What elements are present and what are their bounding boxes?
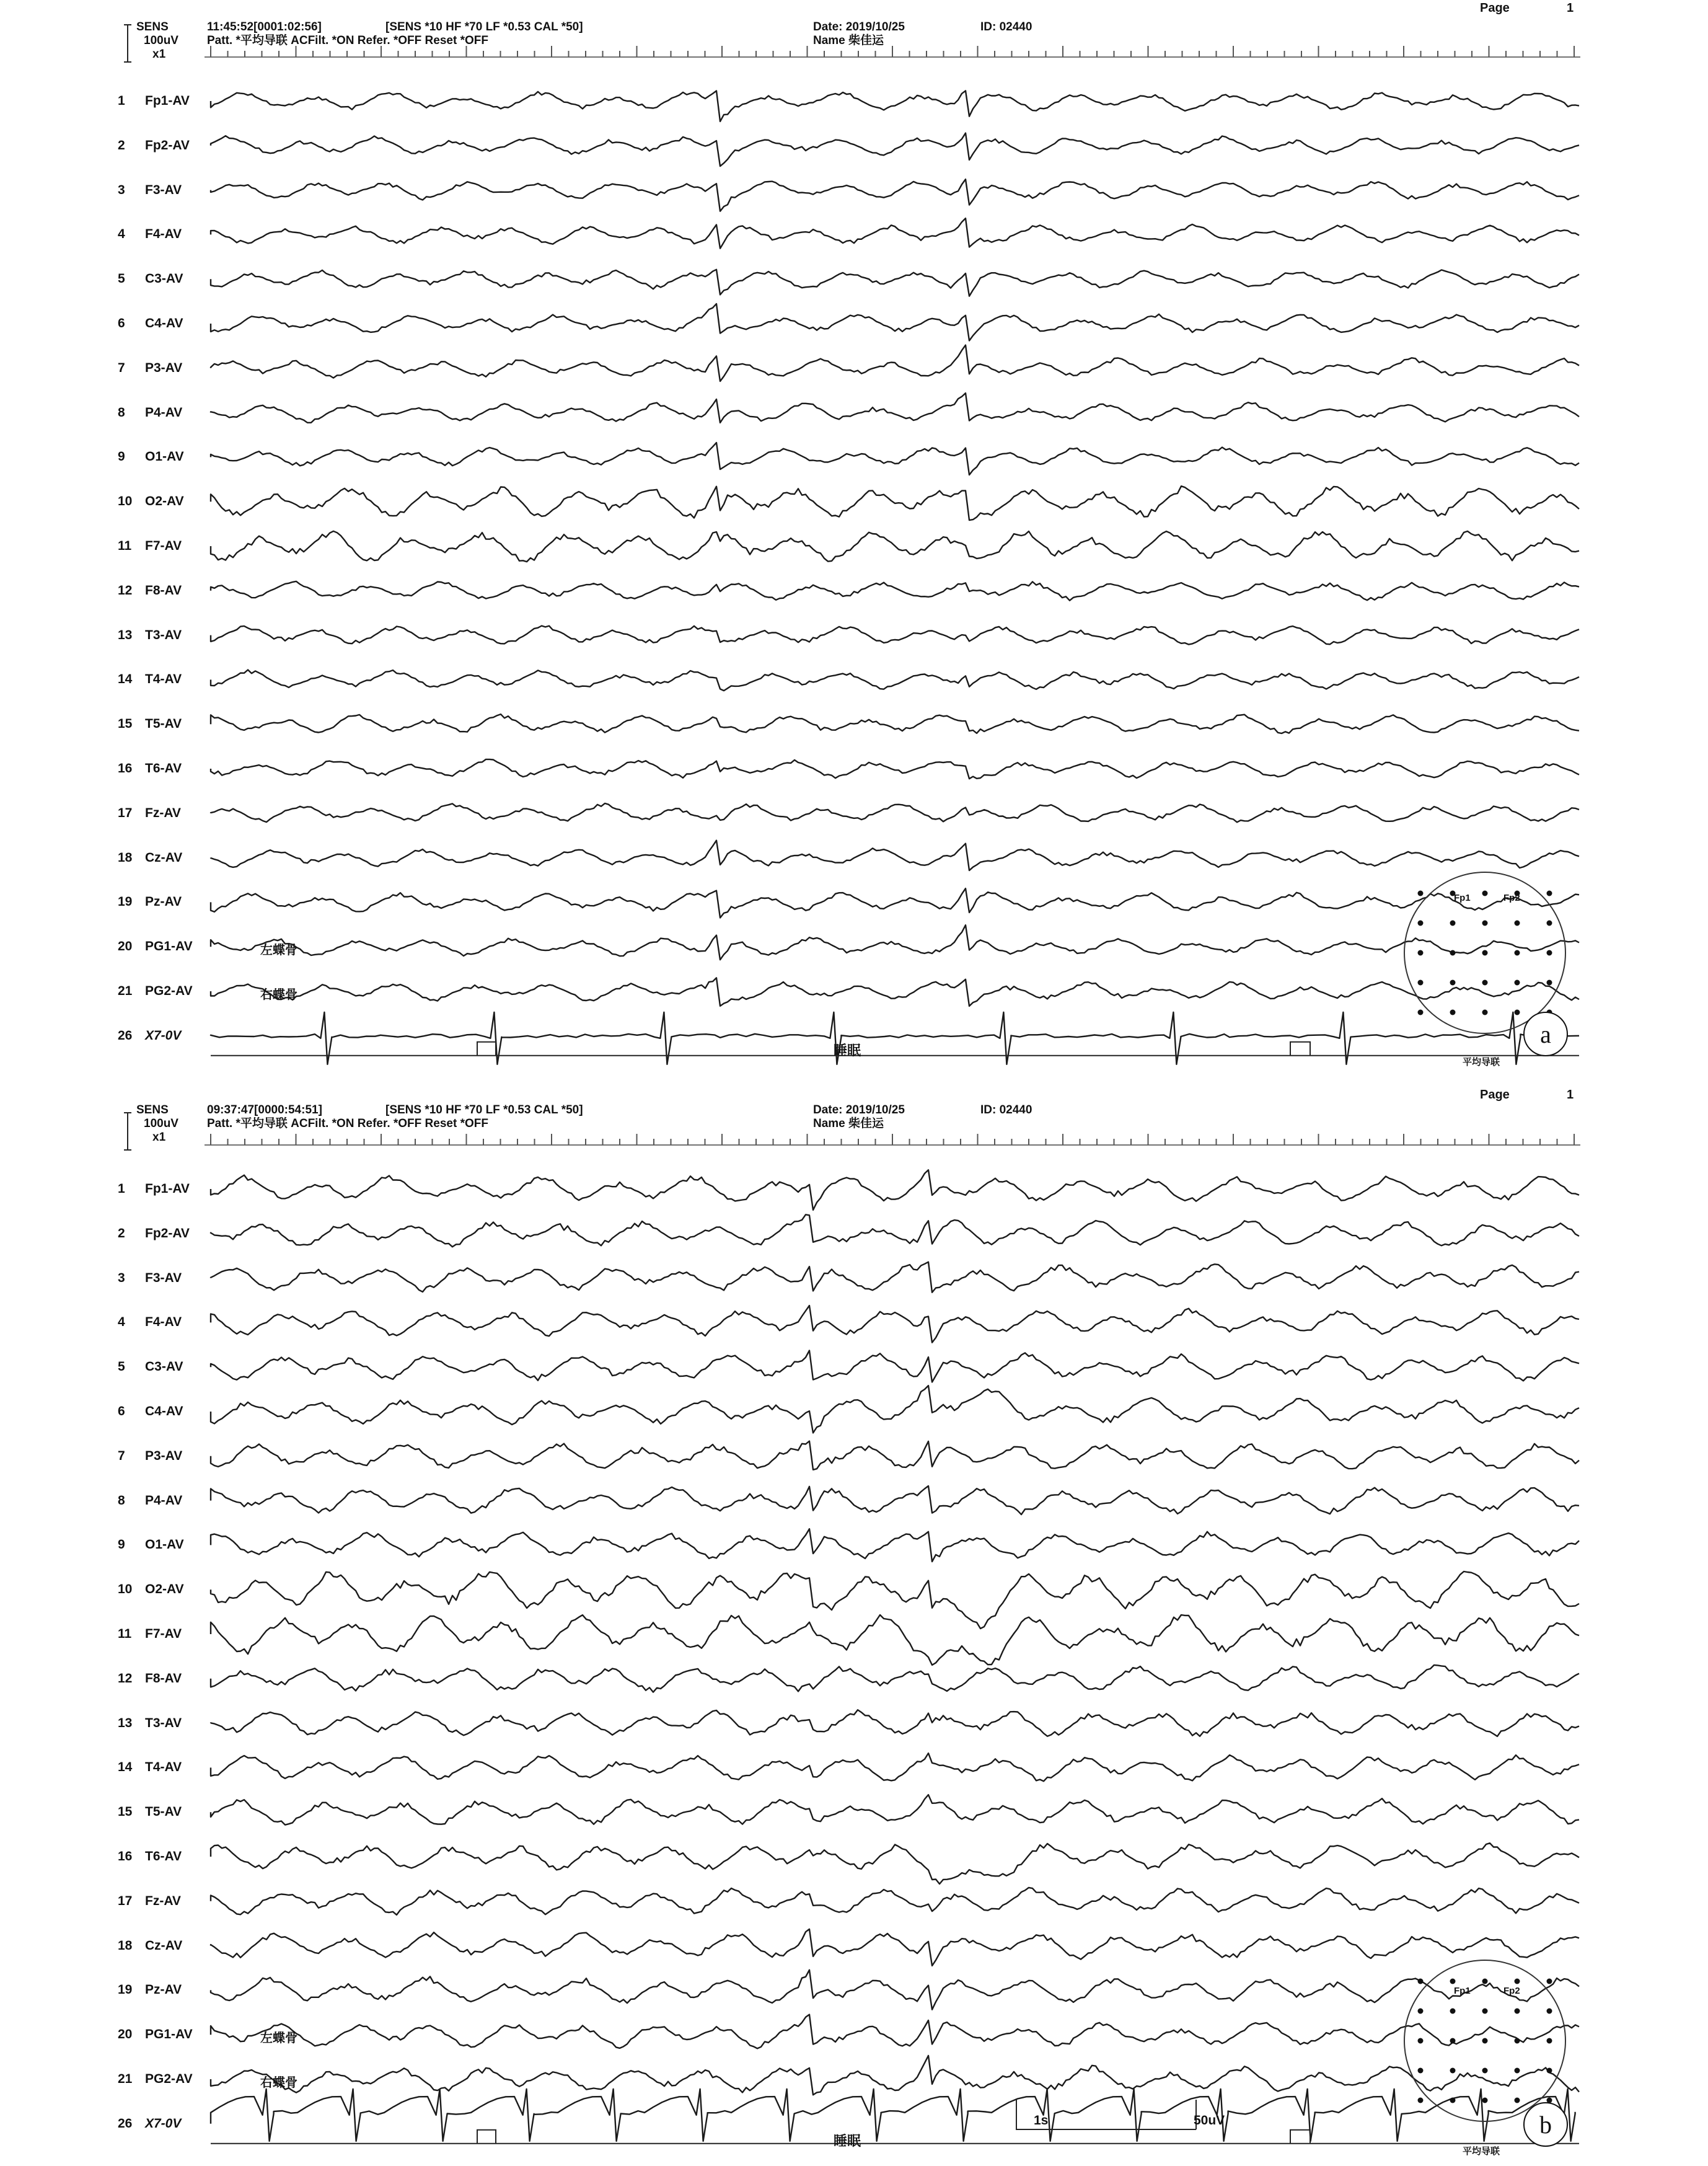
- eeg-trace: [211, 1795, 1579, 1825]
- channel-number: 18: [118, 1938, 133, 1953]
- channel-label: [118, 272, 183, 286]
- channel-note: 左蝶骨: [260, 2031, 297, 2046]
- electrode-dot: [1450, 921, 1456, 926]
- channel-number: 10: [118, 494, 133, 509]
- electrode-dot: [1547, 980, 1552, 986]
- eeg-trace: [211, 133, 1579, 167]
- eeg-panel-b: [0, 1083, 1708, 2166]
- electrode-dot: [1418, 980, 1424, 986]
- page-number: 1: [1567, 1088, 1574, 1102]
- channel-name: O1-AV: [145, 1537, 184, 1552]
- channel-number: 9: [118, 1537, 125, 1552]
- channel-label: [118, 1360, 183, 1374]
- channel-label: [118, 1761, 182, 1774]
- channel-name: T4-AV: [145, 1760, 182, 1775]
- eeg-trace: [211, 2015, 1579, 2049]
- page-number: 1: [1567, 1, 1574, 15]
- channel-name: P4-AV: [145, 405, 183, 420]
- channel-number: 18: [118, 850, 133, 865]
- channel-label: [118, 1627, 182, 1641]
- eeg-trace: [211, 1306, 1579, 1343]
- channel-number: 19: [118, 895, 133, 909]
- channel-number: 6: [118, 1404, 125, 1418]
- record-time: 09:37:47[0000:54:51]: [207, 1103, 322, 1116]
- eeg-trace: [211, 304, 1579, 341]
- eeg-trace: [211, 1529, 1579, 1562]
- eeg-trace: [211, 1214, 1579, 1247]
- channel-number: 12: [118, 1671, 133, 1686]
- channel-label: [118, 1583, 184, 1596]
- channel-number: 4: [118, 227, 125, 242]
- channel-number: 20: [118, 939, 133, 954]
- channel-name: T3-AV: [145, 627, 182, 642]
- electrode-dot: [1515, 2068, 1520, 2074]
- eeg-trace: [211, 670, 1579, 691]
- channel-name: PG1-AV: [145, 939, 193, 954]
- panel-tag-a: a: [1523, 1012, 1568, 1056]
- channel-number: 3: [118, 1270, 125, 1285]
- electrode-dot: [1450, 1010, 1456, 1015]
- channel-label: [118, 361, 182, 375]
- channel-number: 5: [118, 272, 125, 286]
- channel-name: F8-AV: [145, 583, 182, 598]
- montage-settings: Patt. *平均导联 ACFilt. *ON Refer. *OFF Reset *OFF: [207, 1117, 488, 1130]
- electrode-dot: [1418, 921, 1424, 926]
- channel-number: 26: [118, 2116, 133, 2131]
- channel-name: Cz-AV: [145, 850, 183, 865]
- channel-name: Fp1-AV: [145, 94, 190, 108]
- montage-settings: Patt. *平均导联 ACFilt. *ON Refer. *OFF Reset *OFF: [207, 34, 488, 47]
- channel-name: P3-AV: [145, 360, 183, 375]
- eeg-trace: [211, 531, 1579, 562]
- channel-number: 9: [118, 449, 125, 464]
- montage-map-label: 平均导联: [1463, 1057, 1500, 1068]
- channel-name: T6-AV: [145, 761, 182, 776]
- page-label: Page: [1480, 1088, 1510, 1102]
- gain-label: 100uV: [144, 34, 178, 47]
- channel-number: 13: [118, 627, 133, 642]
- channel-label: [118, 1717, 182, 1730]
- electrode-dot: [1450, 950, 1456, 956]
- channel-number: 21: [118, 984, 133, 998]
- channel-name: C4-AV: [145, 1404, 183, 1418]
- electrode-dot: [1418, 2098, 1424, 2103]
- electrode-dot: [1418, 891, 1424, 896]
- channel-name: T6-AV: [145, 1849, 182, 1863]
- channel-number: 20: [118, 2027, 133, 2042]
- eeg-trace: [211, 179, 1579, 211]
- eeg-trace: [211, 393, 1579, 423]
- channel-label: [118, 984, 193, 998]
- channel-name: F8-AV: [145, 1671, 182, 1686]
- eeg-traces-b: [0, 1083, 1708, 2166]
- eeg-trace: [211, 1486, 1579, 1514]
- channel-number: 1: [118, 1182, 125, 1196]
- channel-name: O2-AV: [145, 494, 184, 509]
- channel-label: [118, 406, 182, 420]
- channel-name: T5-AV: [145, 1805, 182, 1819]
- channel-label: [118, 1805, 182, 1819]
- eeg-trace: [211, 218, 1579, 249]
- electrode-dot: [1418, 950, 1424, 956]
- electrode-dot: [1547, 950, 1552, 956]
- channel-name: Cz-AV: [145, 1938, 183, 1953]
- channel-name: Pz-AV: [145, 1983, 182, 1997]
- eeg-trace: [211, 1753, 1579, 1781]
- channel-name: Pz-AV: [145, 895, 182, 909]
- eeg-trace: [211, 714, 1579, 733]
- zoom-label: x1: [152, 48, 166, 61]
- channel-number: 12: [118, 583, 133, 598]
- sens-label: SENS: [136, 1103, 169, 1116]
- channel-name: Fz-AV: [145, 805, 181, 820]
- electrode-dot: [1547, 2038, 1552, 2044]
- channel-label: [118, 1894, 181, 1908]
- channel-note: 右蝶骨: [260, 988, 297, 1002]
- eeg-trace: [211, 486, 1579, 520]
- eeg-trace: [211, 1012, 1579, 1064]
- electrode-dot: [1482, 950, 1488, 956]
- eeg-trace: [211, 1170, 1579, 1210]
- sens-label: SENS: [136, 20, 169, 33]
- eeg-trace: [211, 1386, 1579, 1433]
- channel-label: [118, 1672, 182, 1686]
- eeg-trace: [211, 2056, 1579, 2095]
- channel-name: F7-AV: [145, 539, 182, 553]
- electrode-dot: [1547, 2009, 1552, 2014]
- eeg-trace: [211, 270, 1579, 296]
- record-time: 11:45:52[0001:02:56]: [207, 20, 322, 33]
- channel-number: 2: [118, 138, 125, 153]
- channel-label: [118, 2028, 193, 2041]
- channel-label: [118, 1182, 190, 1196]
- electrode-dot: [1482, 2098, 1488, 2103]
- channel-label: [118, 317, 183, 330]
- channel-label: [118, 1939, 182, 1953]
- channel-label: [118, 183, 182, 197]
- eeg-trace: [211, 1262, 1579, 1293]
- zoom-label: x1: [152, 1131, 166, 1144]
- eeg-trace: [211, 888, 1579, 917]
- eeg-trace: [211, 626, 1579, 645]
- channel-number: 4: [118, 1315, 125, 1330]
- channel-number: 16: [118, 1849, 133, 1863]
- electrode-dot: [1515, 950, 1520, 956]
- channel-name: C3-AV: [145, 272, 183, 286]
- calibration-pulse: [1290, 2130, 1310, 2144]
- electrode-dot: [1450, 980, 1456, 986]
- eeg-trace: [211, 759, 1579, 779]
- channel-number: 5: [118, 1359, 125, 1374]
- channel-name: X7-0V: [145, 2116, 182, 2131]
- channel-note: 左蝶骨: [260, 944, 297, 958]
- channel-label: [118, 807, 181, 820]
- eeg-trace: [211, 443, 1579, 475]
- channel-label: [118, 1029, 181, 1043]
- electrode-dot: [1482, 891, 1488, 896]
- channel-label: [118, 584, 182, 598]
- channel-label: [118, 762, 182, 776]
- channel-label: [118, 2072, 193, 2086]
- calibration-pulse: [477, 2130, 496, 2144]
- channel-number: 26: [118, 1028, 133, 1043]
- electrode-dot: [1482, 980, 1488, 986]
- channel-name: F4-AV: [145, 1315, 182, 1330]
- electrode-dot: [1418, 2068, 1424, 2074]
- electrode-dot: [1482, 1979, 1488, 1984]
- time-scale-label: 1s: [1034, 2113, 1049, 2128]
- page-label: Page: [1480, 1, 1510, 15]
- sensitivity-bracket: [124, 25, 131, 62]
- eeg-trace: [211, 1970, 1579, 2010]
- channel-label: [118, 1850, 182, 1863]
- channel-label: [118, 1538, 184, 1552]
- channel-label: [118, 1315, 182, 1329]
- electrode-dot: [1515, 2038, 1520, 2044]
- channel-name: F3-AV: [145, 182, 182, 197]
- channel-name: P3-AV: [145, 1448, 183, 1463]
- channel-label: [118, 450, 184, 464]
- channel-number: 7: [118, 360, 125, 375]
- electrode-dot: [1418, 1010, 1424, 1015]
- channel-number: 15: [118, 1805, 133, 1819]
- channel-number: 3: [118, 182, 125, 197]
- electrode-dot: [1547, 921, 1552, 926]
- electrode-dot: [1547, 891, 1552, 896]
- eeg-trace: [211, 2089, 1575, 2141]
- channel-label: [118, 1271, 182, 1285]
- electrode-dot: [1450, 2009, 1456, 2014]
- channel-label: [118, 2117, 181, 2131]
- electrode-label-fp2: Fp2: [1503, 893, 1520, 903]
- eeg-trace: [211, 1571, 1579, 1629]
- calibration-pulse: [1290, 1042, 1310, 1056]
- electrode-dot: [1418, 1979, 1424, 1984]
- channel-name: F7-AV: [145, 1627, 182, 1641]
- channel-label: [118, 673, 182, 686]
- channel-name: C3-AV: [145, 1359, 183, 1374]
- eeg-trace: [211, 1615, 1579, 1665]
- recording-settings: [SENS *10 HF *70 LF *0.53 CAL *50]: [385, 20, 583, 33]
- channel-name: X7-0V: [145, 1028, 182, 1043]
- eeg-trace: [211, 345, 1579, 381]
- electrode-dot: [1515, 1979, 1520, 1984]
- electrode-dot: [1482, 2009, 1488, 2014]
- gain-label: 100uV: [144, 1117, 178, 1130]
- channel-name: PG2-AV: [145, 2072, 193, 2086]
- amplitude-scale-label: 50uV: [1194, 2113, 1225, 2128]
- channel-label: [118, 94, 190, 108]
- channel-number: 17: [118, 805, 133, 820]
- eeg-trace: [211, 1351, 1579, 1382]
- eeg-trace: [211, 1665, 1579, 1692]
- channel-name: Fp1-AV: [145, 1182, 190, 1196]
- electrode-dot: [1482, 921, 1488, 926]
- electrode-dot: [1418, 2038, 1424, 2044]
- eeg-trace: [211, 1929, 1579, 1966]
- channel-name: P4-AV: [145, 1493, 183, 1508]
- channel-name: C4-AV: [145, 316, 183, 330]
- channel-number: 19: [118, 1983, 133, 1997]
- channel-name: Fp2-AV: [145, 1226, 190, 1240]
- channel-number: 13: [118, 1715, 133, 1730]
- channel-name: T5-AV: [145, 717, 182, 732]
- electrode-dot: [1482, 2068, 1488, 2074]
- electrode-label-fp2: Fp2: [1503, 1986, 1520, 1996]
- electrode-label-fp1: Fp1: [1454, 1986, 1471, 1996]
- channel-name: Fp2-AV: [145, 138, 190, 153]
- eeg-trace: [211, 1888, 1579, 1915]
- channel-label: [118, 1449, 182, 1463]
- electrode-dot: [1515, 980, 1520, 986]
- patient-id: ID: 02440: [980, 20, 1032, 33]
- panel-tag-b: b: [1523, 2102, 1568, 2147]
- channel-number: 17: [118, 1893, 133, 1908]
- electrode-dot: [1418, 2009, 1424, 2014]
- channel-name: O1-AV: [145, 449, 184, 464]
- electrode-dot: [1515, 1010, 1520, 1015]
- channel-label: [118, 228, 182, 241]
- eeg-trace: [211, 841, 1579, 870]
- channel-label: [118, 1405, 183, 1418]
- channel-label: [118, 717, 182, 731]
- electrode-dot: [1547, 2068, 1552, 2074]
- channel-name: F4-AV: [145, 227, 182, 242]
- eeg-trace: [211, 803, 1579, 822]
- channel-label: [118, 895, 182, 909]
- channel-number: 11: [118, 539, 132, 553]
- channel-name: PG1-AV: [145, 2027, 193, 2042]
- eeg-trace: [211, 1710, 1579, 1736]
- patient-name: Name 柴佳运: [813, 34, 884, 47]
- channel-name: Fz-AV: [145, 1893, 181, 1908]
- channel-number: 10: [118, 1582, 133, 1597]
- electrode-dot: [1450, 1979, 1456, 1984]
- channel-label: [118, 139, 190, 153]
- electrode-dot: [1482, 2038, 1488, 2044]
- sensitivity-bracket: [124, 1113, 131, 1150]
- channel-number: 11: [118, 1627, 132, 1641]
- channel-label: [118, 851, 182, 865]
- patient-name: Name 柴佳运: [813, 1117, 884, 1130]
- calibration-pulse: [477, 1042, 496, 1056]
- channel-note: 右蝶骨: [260, 2076, 297, 2090]
- sleep-marker: 睡眠: [834, 2133, 861, 2149]
- eeg-trace: [211, 91, 1579, 122]
- channel-label: [118, 1983, 182, 1997]
- channel-name: PG2-AV: [145, 984, 193, 998]
- record-date: Date: 2019/10/25: [813, 1103, 905, 1116]
- channel-label: [118, 940, 193, 953]
- electrode-dot: [1547, 1979, 1552, 1984]
- electrode-dot: [1450, 2098, 1456, 2103]
- electrode-dot: [1515, 2009, 1520, 2014]
- channel-label: [118, 1227, 190, 1240]
- channel-number: 21: [118, 2072, 133, 2086]
- channel-name: T4-AV: [145, 672, 182, 687]
- channel-number: 16: [118, 761, 133, 776]
- channel-number: 15: [118, 717, 133, 732]
- electrode-dot: [1515, 921, 1520, 926]
- montage-map-label: 平均导联: [1463, 2146, 1500, 2157]
- channel-number: 14: [118, 1760, 133, 1775]
- record-date: Date: 2019/10/25: [813, 20, 905, 33]
- electrode-dot: [1450, 2038, 1456, 2044]
- electrode-dot: [1482, 1010, 1488, 1015]
- eeg-trace: [211, 581, 1579, 601]
- channel-number: 8: [118, 1493, 125, 1508]
- channel-number: 7: [118, 1448, 125, 1463]
- channel-number: 6: [118, 316, 125, 330]
- channel-number: 2: [118, 1226, 125, 1240]
- eeg-trace: [211, 978, 1579, 1006]
- electrode-dot: [1450, 2068, 1456, 2074]
- channel-name: F3-AV: [145, 1270, 182, 1285]
- channel-name: O2-AV: [145, 1582, 184, 1597]
- channel-number: 14: [118, 672, 133, 687]
- eeg-trace: [211, 1441, 1579, 1470]
- recording-settings: [SENS *10 HF *70 LF *0.53 CAL *50]: [385, 1103, 583, 1116]
- channel-name: T3-AV: [145, 1715, 182, 1730]
- channel-number: 1: [118, 94, 125, 108]
- eeg-trace: [211, 925, 1579, 960]
- electrode-dot: [1515, 2098, 1520, 2103]
- channel-number: 8: [118, 405, 125, 420]
- channel-label: [118, 495, 184, 508]
- electrode-label-fp1: Fp1: [1454, 893, 1471, 903]
- eeg-trace: [211, 1843, 1579, 1884]
- channel-label: [118, 1494, 182, 1508]
- patient-id: ID: 02440: [980, 1103, 1032, 1116]
- channel-label: [118, 629, 182, 642]
- channel-label: [118, 539, 182, 553]
- sleep-marker: 睡眠: [834, 1043, 861, 1058]
